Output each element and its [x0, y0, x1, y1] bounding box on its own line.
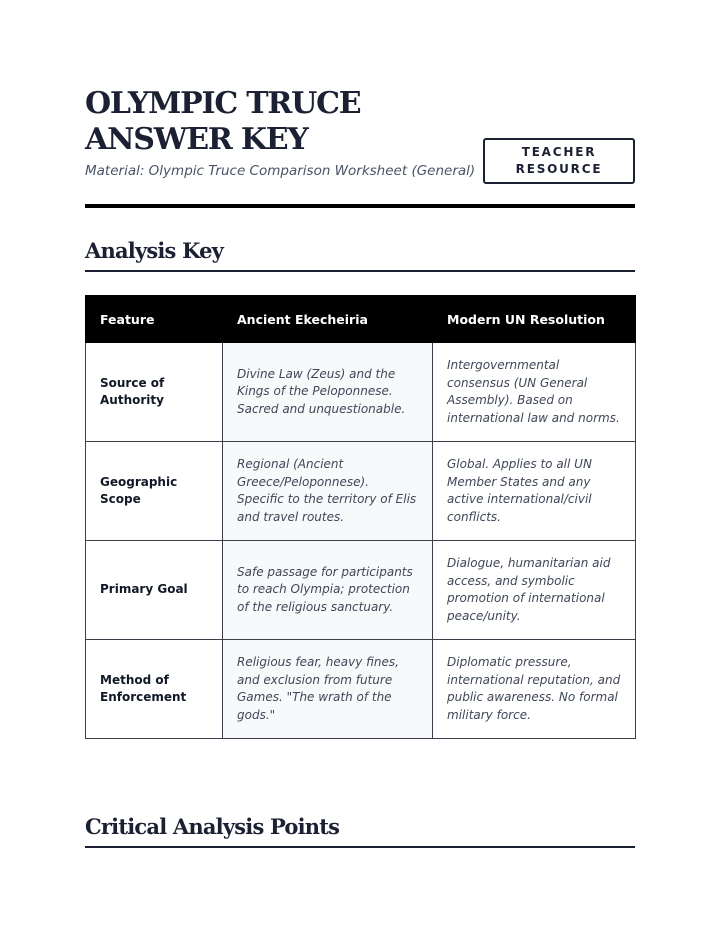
ancient-cell: Safe passage for participants to reach Olympia; protection of the religious sanctuary.: [223, 541, 433, 640]
column-header-feature: Feature: [86, 296, 223, 343]
analysis-key-heading: Analysis Key: [85, 238, 224, 263]
table-header-row: [86, 296, 636, 343]
modern-cell: Diplomatic pressure, international reputation, and public awareness. No formal military force.: [433, 640, 636, 739]
teacher-resource-badge: [483, 138, 635, 184]
ancient-cell: Religious fear, heavy fines, and exclusion from future Games. "The wrath of the gods.": [223, 640, 433, 739]
badge-line-1: TEACHER: [521, 145, 597, 159]
column-header-modern: Modern UN Resolution: [433, 296, 636, 343]
page-title: OLYMPIC TRUCE ANSWER KEY: [85, 86, 361, 157]
table-row: [86, 343, 636, 442]
feature-cell: Source of Authority: [86, 343, 223, 442]
feature-cell: Method of Enforcement: [86, 640, 223, 739]
table-row: [86, 640, 636, 739]
analysis-key-table: [85, 295, 636, 739]
critical-analysis-divider: [85, 846, 635, 848]
feature-cell: Geographic Scope: [86, 442, 223, 541]
table-row: [86, 442, 636, 541]
modern-cell: Global. Applies to all UN Member States and any active international/civil conflicts.: [433, 442, 636, 541]
analysis-key-divider: [85, 270, 635, 272]
ancient-cell: Regional (Ancient Greece/Peloponnese). Specific to the territory of Elis and travel routes.: [223, 442, 433, 541]
modern-cell: Dialogue, humanitarian aid access, and symbolic promotion of international peace/unity.: [433, 541, 636, 640]
ancient-cell: Divine Law (Zeus) and the Kings of the Peloponnese. Sacred and unquestionable.: [223, 343, 433, 442]
material-subtitle: Material: Olympic Truce Comparison Worksheet (General): [85, 163, 476, 179]
table-row: [86, 541, 636, 640]
badge-line-2: RESOURCE: [515, 162, 603, 176]
feature-cell: Primary Goal: [86, 541, 223, 640]
critical-analysis-heading: Critical Analysis Points: [85, 814, 340, 839]
modern-cell: Intergovernmental consensus (UN General Assembly). Based on international law and norms.: [433, 343, 636, 442]
column-header-ancient: Ancient Ekecheiria: [223, 296, 433, 343]
header-divider: [85, 204, 635, 208]
